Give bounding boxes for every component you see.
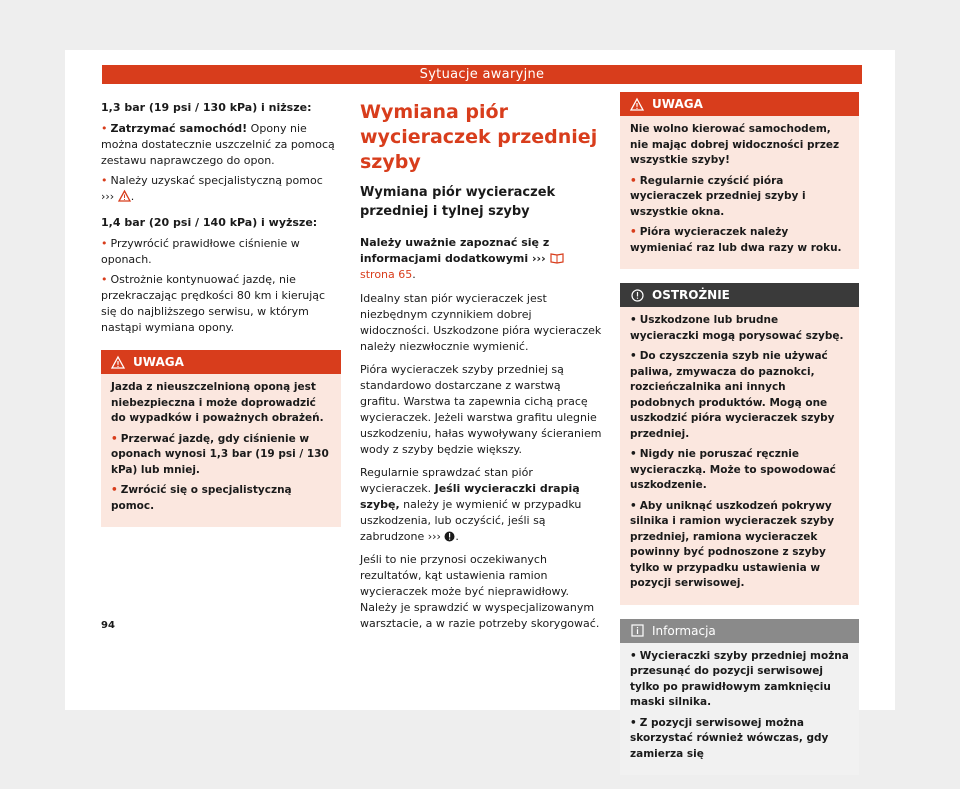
- warning-box-header: UWAGA: [620, 92, 859, 116]
- manual-page: [65, 50, 895, 760]
- info-square-icon: [630, 624, 644, 638]
- lead-paragraph: Należy uważnie zapoznać się z informacjami dodatkowymi ››› strona 65.: [360, 235, 603, 283]
- bullet-icon: •: [111, 484, 118, 496]
- bullet-icon: •: [630, 350, 637, 362]
- caution-box-body: [620, 307, 859, 605]
- caution-bullet: • Aby uniknąć uszkodzeń pokrywy silnika i ramion wycieraczek szyby przedniej, ramiona wycieraczek powinny być podnoszone z szyby tylko w przypadku ustawienia w pozycji serwisowej.: [630, 499, 835, 589]
- info-bullet: • Wycieraczki szyby przedniej można przesunąć do pozycji serwisowej tylko po prawidłowym zamknięciu maski silnika.: [630, 649, 849, 708]
- bullet-icon: •: [101, 237, 108, 250]
- caution-box-header: OSTROŻNIE: [620, 283, 859, 307]
- bullet-icon: •: [630, 314, 637, 326]
- info-box-body: [620, 643, 859, 776]
- column-right: [620, 92, 859, 789]
- section-header: Sytuacje awaryjne: [102, 65, 862, 84]
- bullet-icon: •: [630, 174, 637, 187]
- bullet-icon: •: [630, 649, 637, 662]
- bullet-icon: •: [630, 499, 637, 512]
- page-number: 94: [101, 620, 115, 631]
- bullet-continue-carefully: • Ostrożnie kontynuować jazdę, nie przekraczając prędkości 80 km i kierując się do najbliższego serwisu, w którym nastąpi wymiana opony.: [101, 273, 326, 334]
- info-box-header: Informacja: [620, 619, 859, 643]
- bullet-get-help: • Należy uzyskać specjalistyczną pomoc ››› .: [101, 174, 323, 203]
- column-left: [101, 100, 341, 541]
- bullet-icon: •: [101, 273, 108, 286]
- paragraph-1: Idealny stan piór wycieraczek jest niezbędnym czynnikiem dobrej widoczności. Uszkodzone pióra wycieraczek należy niezwłocznie wymienić.: [360, 292, 602, 353]
- column-middle: [360, 100, 603, 639]
- warning-bullet: • Przerwać jazdę, gdy ciśnienie w oponach wynosi 1,3 bar (19 psi / 130 kPa) lub mniej.: [111, 432, 329, 476]
- warning-box-body: Jazda z nieuszczelnioną oponą jest niebezpieczna i może doprowadzić do wypadków i poważnych obrażeń. • Przerwać jazdę, gdy ciśnienie w oponach wynosi 1,3 bar (19 psi / 130 kPa) lub mniej. • Zwrócić się o specjalistyczną pomoc.: [101, 374, 341, 527]
- bullet-icon: •: [111, 432, 118, 445]
- warning-triangle-icon: [111, 355, 125, 369]
- caution-bullet: • Do czyszczenia szyb nie używać paliwa, zmywacza do paznokci, rozcieńczalnika ani innych podobnych produktów. Mogą one uszkodzić pióra wycieraczek szyby przedniej.: [630, 350, 835, 440]
- bullet-icon: •: [101, 122, 108, 135]
- pressure-high-heading: 1,4 bar (20 psi / 140 kPa) i wyższe:: [101, 216, 318, 229]
- section-subtitle: Wymiana piór wycieraczek przedniej i tylnej szyby: [360, 185, 556, 219]
- page-reference-link[interactable]: strona 65: [360, 268, 413, 281]
- paragraph-2: Pióra wycieraczek szyby przedniej są standardowo dostarczane z warstwą grafitu. Warstwa ta zapewnia cichą pracę wycieraczek. Jeżeli warstwa grafitu ulegnie uszkodzeniu, hałas wywoływany ścieraniem wody z szyby będzie większy.: [360, 363, 602, 456]
- warning-box-header: UWAGA: [101, 350, 341, 374]
- warning-box-tire: [101, 350, 341, 527]
- warning-bullet: • Regularnie czyścić pióra wycieraczek przedniej szyby i wszystkie okna.: [630, 174, 806, 218]
- book-reference-icon: [549, 252, 565, 264]
- info-circle-icon: [444, 531, 455, 542]
- warning-triangle-icon: [630, 97, 644, 111]
- bullet-restore-pressure: • Przywrócić prawidłowe ciśnienie w oponach.: [101, 237, 300, 266]
- bullet-icon: •: [101, 174, 108, 187]
- paragraph-3: Regularnie sprawdzać stan piór wycieraczek. Jeśli wycieraczki drapią szybę, należy je wymienić w przypadku uszkodzenia, lub oczyścić, jeśli są zabrudzone ››› .: [360, 466, 582, 543]
- caution-circle-icon: [630, 288, 644, 302]
- warning-bullet: • Zwrócić się o specjalistyczną pomoc.: [111, 484, 292, 512]
- section-title: Wymiana piór wycieraczek przedniej szyby: [360, 101, 598, 173]
- warning-box-visibility: [620, 92, 859, 269]
- bullet-icon: •: [630, 226, 637, 238]
- warning-triangle-icon: [118, 190, 131, 202]
- bullet-icon: •: [630, 448, 637, 460]
- bullet-icon: •: [630, 716, 637, 729]
- caution-bullet: • Nigdy nie poruszać ręcznie wycieraczką. Może to spowodować uszkodzenie.: [630, 448, 836, 491]
- info-bullet: • Z pozycji serwisowej można skorzystać również wówczas, gdy zamierza się: [630, 716, 829, 760]
- caution-bullet: • Uszkodzone lub brudne wycieraczki mogą porysować szybę.: [630, 314, 844, 342]
- paragraph-4: Jeśli to nie przynosi oczekiwanych rezultatów, kąt ustawienia ramion wycieraczek może być nieprawidłowy. Należy je sprawdzić w wyspecjalizowanym warsztacie, a w razie potrzeby skorygować.: [360, 553, 600, 630]
- info-box: [620, 619, 859, 776]
- caution-box: [620, 283, 859, 605]
- warning-bullet: • Pióra wycieraczek należy wymieniać raz lub dwa razy w roku.: [630, 226, 842, 254]
- warning-box-body: Nie wolno kierować samochodem, nie mając dobrej widoczności przez wszystkie szyby! • Regularnie czyścić pióra wycieraczek przedniej szyby i wszystkie okna. • Pióra wycieraczek należy wymieniać raz lub dwa razy w roku.: [620, 116, 859, 269]
- pressure-low-heading: 1,3 bar (19 psi / 130 kPa) i niższe:: [101, 101, 312, 114]
- bullet-stop-car: • Zatrzymać samochód! Opony nie można dostatecznie uszczelnić za pomocą zestawu naprawczego do opon.: [101, 122, 335, 167]
